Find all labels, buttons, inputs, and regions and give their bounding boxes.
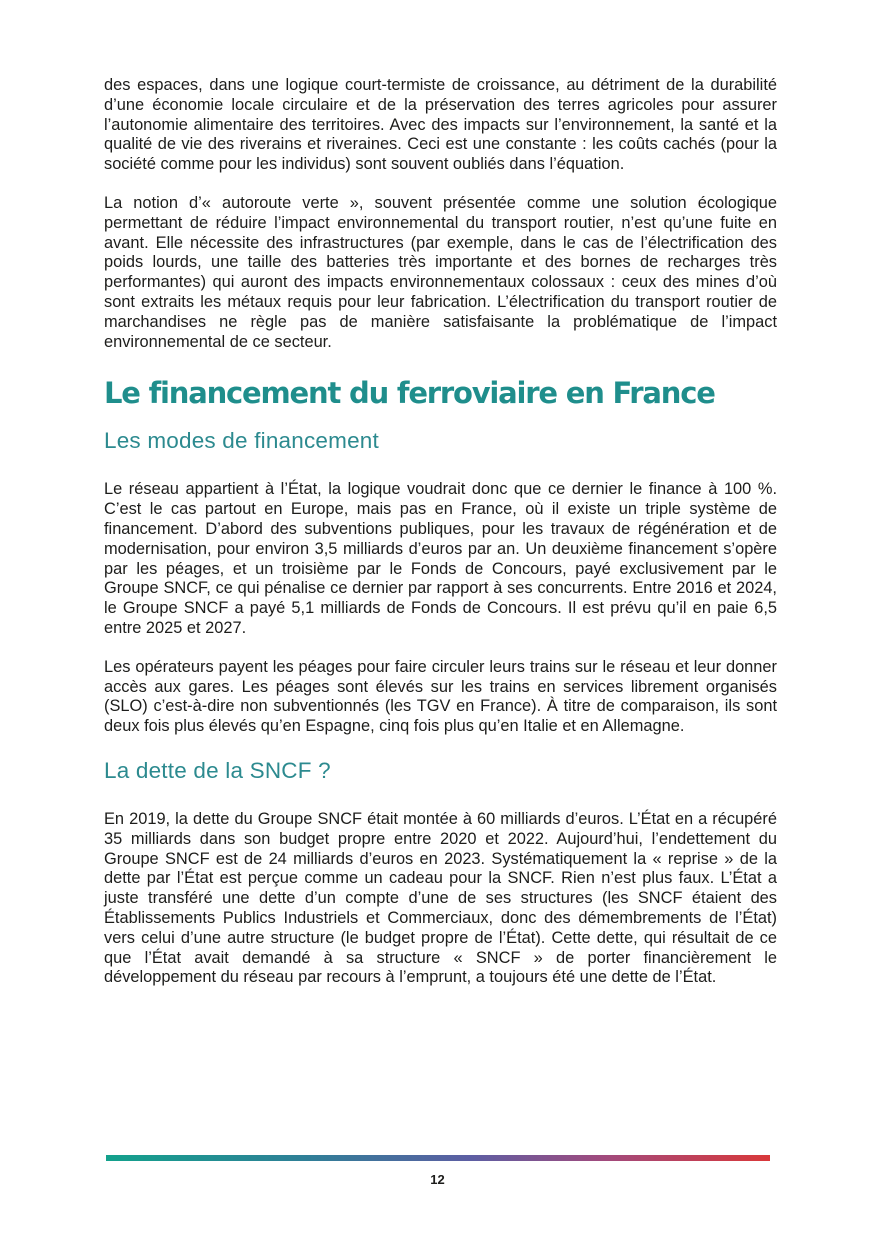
financement-paragraph-1: Le réseau appartient à l’État, la logique voudrait donc que ce dernier le finance à 100 %. C’est le cas partout en Europe, mais pas en France, où il existe un triple système de financement. D’abord des subventions publiques, pour les travaux de régénération et de modernisation, pour environ 3,5 milliards d’euros par an. Un deuxième financement s’opère par les péages, et un troisième par le Fonds de Concours, payé exclusivement par le Groupe SNCF, ce qui pénalise ce dernier par rapport à ses concurrents. Entre 2016 et 2024, le Groupe SNCF a payé 5,1 milliards de Fonds de Concours. Il est prévu qu’il en paie 6,5 entre 2025 et 2027. — [104, 480, 777, 637]
footer-gradient-divider — [106, 1155, 770, 1161]
intro-paragraph-2: La notion d’« autoroute verte », souvent présentée comme une solution écologique permettant de réduire l’impact environnemental du transport routier, n’est qu’une fuite en avant. Elle nécessite des infrastructures (par exemple, dans le cas de l’électrification des poids lourds, une taille des batteries très importante et des bornes de recharges très performantes) qui auront des impacts environnementaux colossaux : ceux des mines d’où sont extraits les métaux requis pour leur fabrication. L’électrification du transport routier de marchandises ne règle pas de manière satisfaisante la problématique de l’impact environnemental de ce secteur. — [104, 193, 777, 351]
dette-paragraph-1: En 2019, la dette du Groupe SNCF était montée à 60 milliards d’euros. L’État en a récupéré 35 milliards dans son budget propre entre 2020 et 2022. Aujourd’hui, l’endettement du Groupe SNCF est de 24 milliards d’euros en 2023. Systématiquement la « reprise » de la dette par l’État est perçue comme un cadeau pour la SNCF. Rien n’est plus faux. L’État a juste transféré une dette d’un compte d’une de ses structures (les SNCF étaient des Établissements Publics Industriels et Commerciaux, donc des démembrements de l’État) vers celui d’une autre structure (le budget propre de l’État). Cette dette, qui résultait de ce que l’État avait demandé à sa structure « SNCF » de porter financièrement le développement du réseau par recours à l’emprunt, a toujours été une dette de l’État. — [104, 809, 777, 987]
page-content — [104, 76, 777, 1007]
page-number: 12 — [430, 1172, 445, 1187]
subsection-title-dette: La dette de la SNCF ? — [104, 757, 331, 783]
section-title: Le financement du ferroviaire en France — [104, 376, 715, 411]
financement-paragraph-2: Les opérateurs payent les péages pour faire circuler leurs trains sur le réseau et leur donner accès aux gares. Les péages sont élevés sur les trains en services librement organisés (SLO) c’est-à-dire non subventionnés (les TGV en France). À titre de comparaison, ils sont deux fois plus élevés qu’en Espagne, cinq fois plus qu’en Italie et en Allemagne. — [104, 657, 777, 736]
subsection-title-financement: Les modes de financement — [104, 428, 379, 454]
intro-paragraph-1: des espaces, dans une logique court-termiste de croissance, au détriment de la durabilité d’une économie locale circulaire et de la préservation des terres agricoles pour assurer l’autonomie alimentaire des territoires. Avec des impacts sur l’environnement, la santé et la qualité de vie des riverains et riveraines. Ceci est une constante : les coûts cachés (pour la société comme pour les individus) sont souvent oubliés dans l’équation. — [104, 76, 777, 174]
